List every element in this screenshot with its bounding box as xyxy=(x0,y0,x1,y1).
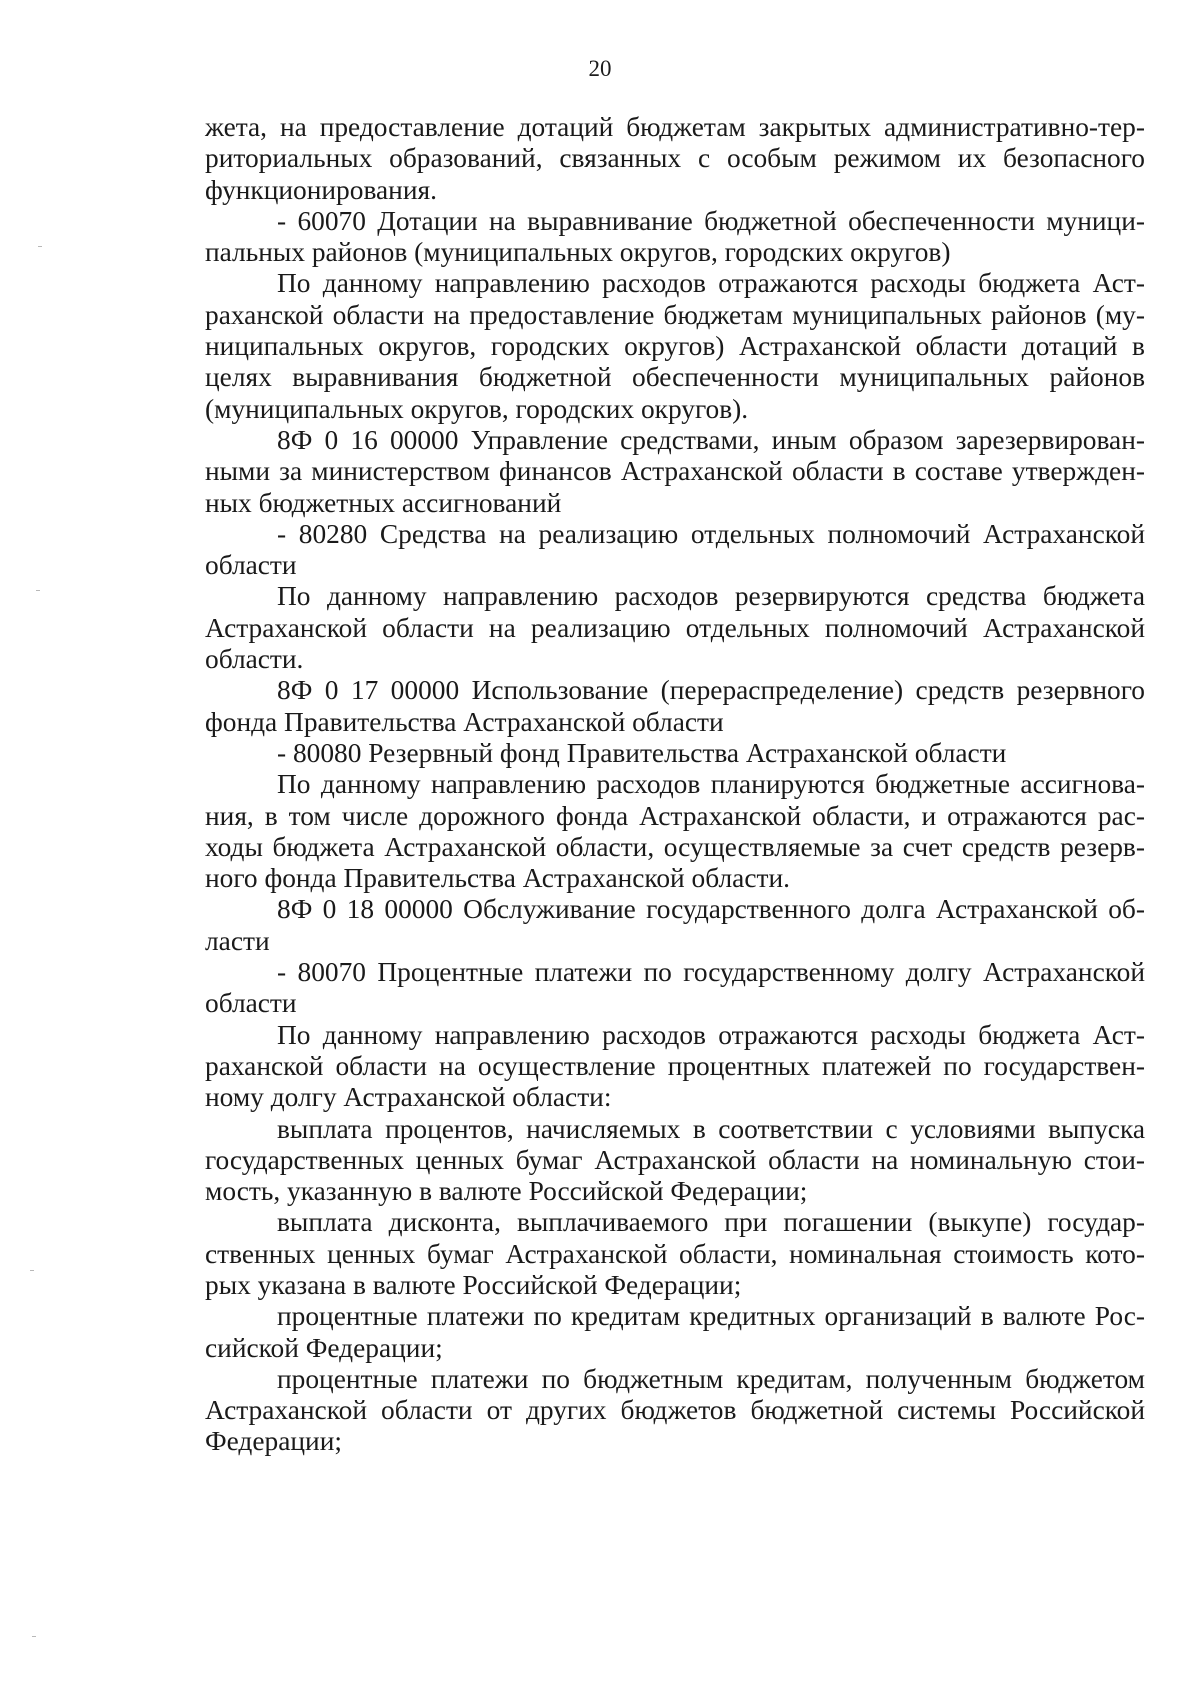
paragraph-list-item: выплата процентов, начисляемых в соответствии с условиями выпуска государственных ценных бумаг Астраханской области на номинальную стоимость, указанную в валюте Российской Федерации; xyxy=(205,1113,1145,1207)
paragraph-code-80070: - 80070 Процентные платежи по государственному долгу Астраханской области xyxy=(205,957,1145,1019)
paragraph-description: По данному направлению расходов отражаются расходы бюджета Астраханской области на предоставление бюджетам муниципальных районов (муниципальных округов, городских округов) Астраханской области дотаций в целях выравнивания бюджетной обеспеченности муниципальных районов (муниципальных округов, городских округов). xyxy=(205,268,1145,424)
paragraph-list-item: процентные платежи по бюджетным кредитам, полученным бюджетом Астраханской области от других бюджетов бюджетной системы Российской Федерации; xyxy=(205,1363,1145,1457)
paragraph-description: По данному направлению расходов планируются бюджетные ассигнования, в том числе дорожного фонда Астраханской области, и отражаются расходы бюджета Астраханской области, осуществляемые за счет средств резервного фонда Правительства Астраханской области. xyxy=(205,769,1145,894)
paragraph-section-8f01700000: 8Ф 0 17 00000 Использование (перераспределение) средств резервного фонда Правительства Астраханской области xyxy=(205,675,1145,737)
paragraph-list-item: процентные платежи по кредитам кредитных организаций в валюте Российской Федерации; xyxy=(205,1301,1145,1363)
paragraph-code-80080: - 80080 Резервный фонд Правительства Астраханской области xyxy=(277,737,1007,768)
paragraph-code-80280: - 80280 Средства на реализацию отдельных полномочий Астраханской области xyxy=(205,518,1145,581)
paragraph-description: По данному направлению расходов отражаются расходы бюджета Астраханской области на осуществление процентных платежей по государственному долгу Астраханской области: xyxy=(205,1019,1145,1113)
paragraph-list-item: выплата дисконта, выплачиваемого при погашении (выкупе) государственных ценных бумаг Астраханской области, номинальная стоимость которых указана в валюте Российской Федерации; xyxy=(205,1207,1145,1300)
paragraph-section-8f01600000: 8Ф 0 16 00000 Управление средствами, иным образом зарезервированными за министерством финансов Астраханской области в составе утвержденных бюджетных ассигнований xyxy=(205,424,1145,518)
paragraph-description: По данному направлению расходов резервируются средства бюджета Астраханской области на реализацию отдельных полномочий Астраханской области. xyxy=(205,581,1145,675)
paragraph-code-60070: - 60070 Дотации на выравнивание бюджетной обеспеченности муниципальных районов (муниципальных округов, городских округов) xyxy=(205,205,1145,268)
scan-speck xyxy=(30,1270,34,1271)
scan-speck xyxy=(36,590,40,591)
paragraph-continuation: жета, на предоставление дотаций бюджетам закрытых административно-территориальных образований, связанных с особым режимом их безопасного функционирования. xyxy=(205,112,1145,205)
scan-speck xyxy=(32,1636,36,1637)
paragraph-section-8f01800000: 8Ф 0 18 00000 Обслуживание государственного долга Астраханской области xyxy=(205,894,1145,956)
page-number: 20 xyxy=(588,56,612,81)
document-body xyxy=(205,112,1145,1458)
scan-speck xyxy=(38,246,42,247)
